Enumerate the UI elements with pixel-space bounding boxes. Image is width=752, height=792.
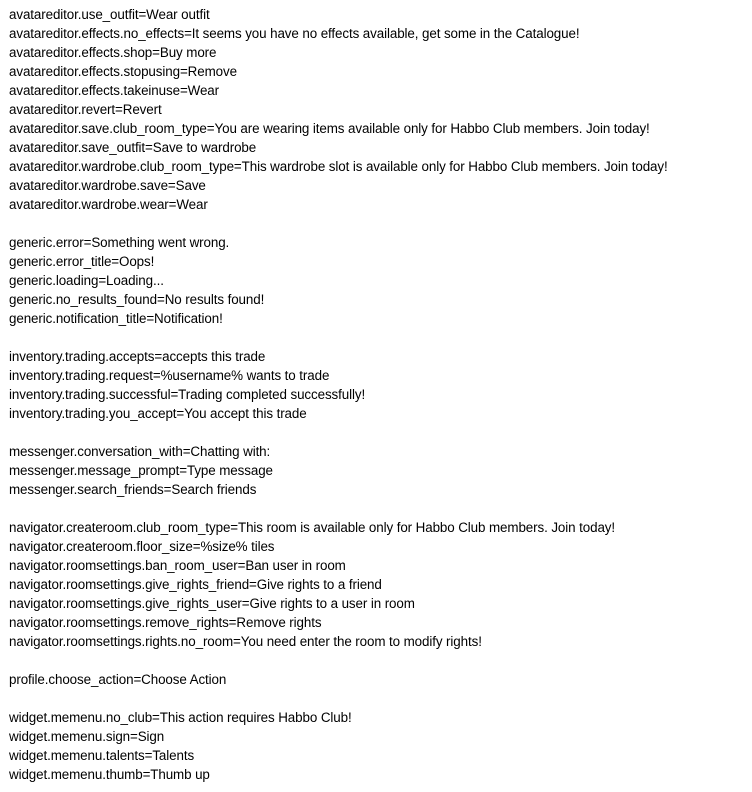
text-line: navigator.createroom.floor_size=%size% tiles	[9, 539, 275, 554]
text-line: inventory.trading.accepts=accepts this trade	[9, 349, 266, 364]
text-line: widget.memenu.talents=Talents	[9, 748, 195, 763]
text-line: generic.notification_title=Notification!	[9, 311, 223, 326]
text-line: messenger.conversation_with=Chatting with:	[9, 444, 271, 459]
text-line: widget.memenu.no_club=This action requires Habbo Club!	[9, 710, 352, 725]
text-line: generic.loading=Loading...	[9, 273, 164, 288]
section-profile	[9, 670, 752, 689]
text-line: navigator.createroom.club_room_type=This room is available only for Habbo Club members. Join today!	[9, 520, 616, 535]
text-line: navigator.roomsettings.ban_room_user=Ban user in room	[9, 558, 346, 573]
text-line: avatareditor.effects.takeinuse=Wear	[9, 83, 220, 98]
text-line: widget.memenu.thumb=Thumb up	[9, 767, 210, 782]
section-generic	[9, 233, 752, 328]
blank-line	[9, 499, 752, 518]
text-line: generic.error=Something went wrong.	[9, 235, 230, 250]
blank-line	[9, 689, 752, 708]
text-line: inventory.trading.request=%username% wants to trade	[9, 368, 330, 383]
text-line: navigator.roomsettings.give_rights_user=Give rights to a user in room	[9, 596, 415, 611]
section-widget	[9, 708, 752, 784]
text-line: navigator.roomsettings.rights.no_room=You need enter the room to modify rights!	[9, 634, 482, 649]
blank-line	[9, 328, 752, 347]
text-line: messenger.search_friends=Search friends	[9, 482, 257, 497]
text-line: inventory.trading.successful=Trading completed successfully!	[9, 387, 366, 402]
blank-line	[9, 651, 752, 670]
text-line: generic.no_results_found=No results found!	[9, 292, 265, 307]
text-line: messenger.message_prompt=Type message	[9, 463, 273, 478]
text-line: avatareditor.save.club_room_type=You are wearing items available only for Habbo Club members. Join today!	[9, 121, 650, 136]
text-line: avatareditor.save_outfit=Save to wardrobe	[9, 140, 257, 155]
text-line: avatareditor.effects.stopusing=Remove	[9, 64, 237, 79]
text-line: avatareditor.revert=Revert	[9, 102, 162, 117]
blank-line	[9, 214, 752, 233]
text-line: avatareditor.effects.shop=Buy more	[9, 45, 217, 60]
text-line: avatareditor.wardrobe.club_room_type=This wardrobe slot is available only for Habbo Club members. Join today!	[9, 159, 668, 174]
section-navigator	[9, 518, 752, 651]
text-line: navigator.roomsettings.remove_rights=Remove rights	[9, 615, 322, 630]
section-inventory	[9, 347, 752, 423]
text-line: inventory.trading.you_accept=You accept this trade	[9, 406, 307, 421]
section-avatareditor	[9, 5, 752, 214]
text-line: avatareditor.use_outfit=Wear outfit	[9, 7, 210, 22]
text-line: avatareditor.effects.no_effects=It seems you have no effects available, get some in the Catalogue!	[9, 26, 580, 41]
text-line: navigator.roomsettings.give_rights_friend=Give rights to a friend	[9, 577, 382, 592]
text-line: generic.error_title=Oops!	[9, 254, 155, 269]
text-line: avatareditor.wardrobe.save=Save	[9, 178, 206, 193]
text-line: avatareditor.wardrobe.wear=Wear	[9, 197, 208, 212]
blank-line	[9, 423, 752, 442]
text-line: widget.memenu.sign=Sign	[9, 729, 165, 744]
text-line: profile.choose_action=Choose Action	[9, 672, 227, 687]
section-messenger	[9, 442, 752, 499]
